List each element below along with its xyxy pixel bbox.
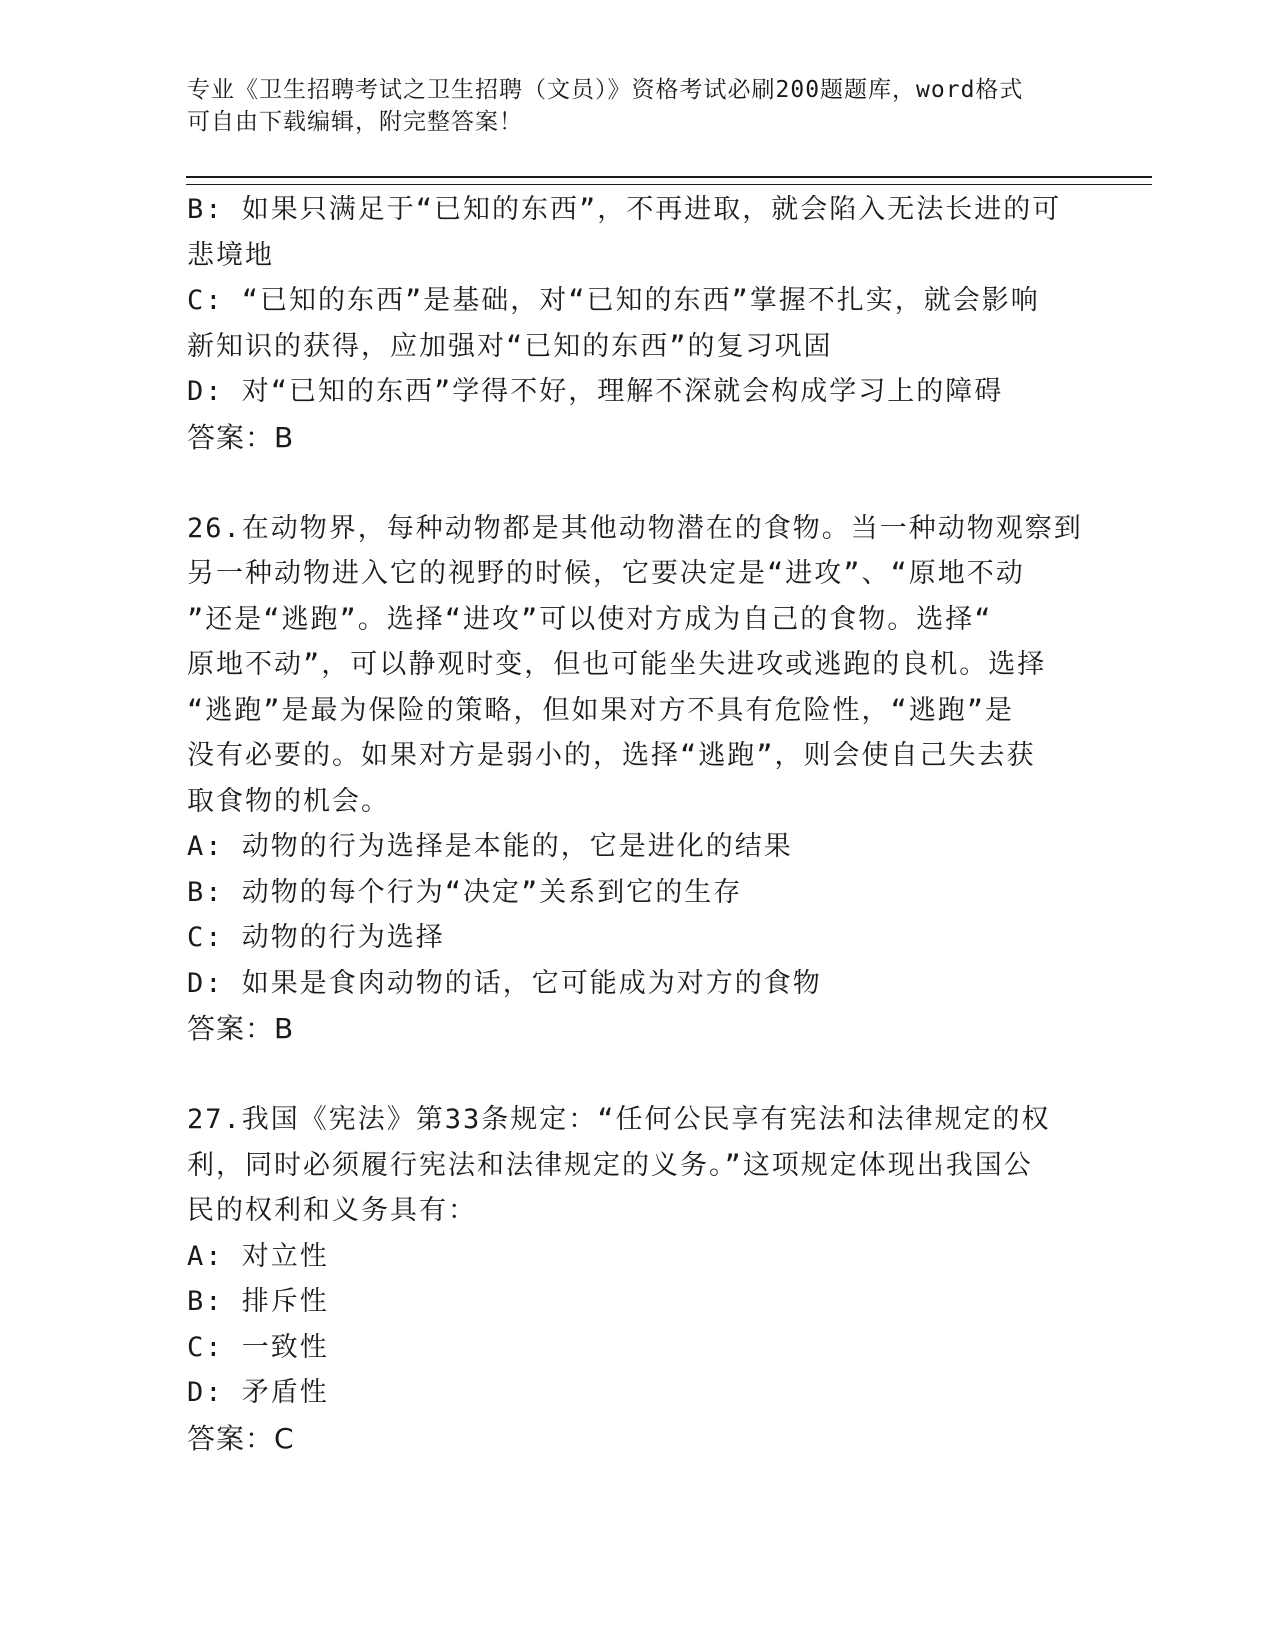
question-spacer bbox=[187, 460, 1087, 506]
q26-stem-line: 另一种动物进入它的视野的时候，它要决定是“进攻”、“原地不动 bbox=[187, 558, 1025, 589]
q27-stem-line: 27.我国《宪法》第33条规定：“任何公民享有宪法和法律规定的权 bbox=[187, 1104, 1051, 1135]
q26-option-d: D: 如果是食肉动物的话，它可能成为对方的食物 bbox=[187, 967, 822, 999]
q26-option-b: B: 动物的每个行为“决定”关系到它的生存 bbox=[187, 876, 743, 908]
q26-stem-line: ”还是“逃跑”。选择“进攻”可以使对方成为自己的食物。选择“ bbox=[187, 603, 993, 635]
q25-option-b-line-2: 悲境地 bbox=[187, 239, 274, 271]
q27-option-a: A: 对立性 bbox=[187, 1240, 329, 1272]
q26-stem-line: 原地不动”，可以静观时变，但也可能坐失进攻或逃跑的良机。选择 bbox=[187, 649, 1047, 680]
header-double-rule bbox=[186, 176, 1152, 185]
q27-option-b: B: 排斥性 bbox=[187, 1286, 329, 1317]
q26-answer: 答案：B bbox=[187, 1012, 295, 1045]
q25-option-c-line-2: 新知识的获得，应加强对“已知的东西”的复习巩固 bbox=[187, 330, 833, 362]
question-25 bbox=[187, 187, 1087, 460]
q25-option-d: D: 对“已知的东西”学得不好，理解不深就会构成学习上的障碍 bbox=[187, 376, 1004, 407]
q27-option-d: D: 矛盾性 bbox=[187, 1377, 329, 1408]
question-27 bbox=[187, 1097, 1087, 1461]
q25-option-c-line-1: C: “已知的东西”是基础，对“已知的东西”掌握不扎实，就会影响 bbox=[187, 285, 1040, 316]
q25-option-b-line-1: B: 如果只满足于“已知的东西”，不再进取，就会陷入无法长进的可 bbox=[187, 194, 1062, 225]
q26-option-c: C: 动物的行为选择 bbox=[187, 922, 445, 953]
q26-stem-line: 26.在动物界，每种动物都是其他动物潜在的食物。当一种动物观察到 bbox=[187, 512, 1083, 544]
q26-stem-line: 取食物的机会。 bbox=[187, 785, 390, 817]
page-header bbox=[187, 74, 1067, 138]
q25-answer: 答案：B bbox=[187, 420, 295, 454]
q26-option-a: A: 动物的行为选择是本能的，它是进化的结果 bbox=[187, 831, 793, 862]
q26-stem-line: “逃跑”是最为保险的策略，但如果对方不具有危险性，“逃跑”是 bbox=[187, 694, 1015, 726]
q27-stem-line: 利，同时必须履行宪法和法律规定的义务。”这项规定体现出我国公 bbox=[187, 1149, 1033, 1181]
q27-answer: 答案：C bbox=[187, 1421, 295, 1455]
question-content bbox=[187, 187, 1087, 1461]
question-spacer bbox=[187, 1052, 1087, 1098]
q27-stem-line: 民的权利和义务具有： bbox=[187, 1195, 477, 1226]
question-26 bbox=[187, 506, 1087, 1052]
header-title-line-2: 可自由下载编辑，附完整答案！ bbox=[187, 109, 523, 135]
q26-stem-line: 没有必要的。如果对方是弱小的，选择“逃跑”，则会使自己失去获 bbox=[187, 740, 1036, 771]
q27-option-c: C: 一致性 bbox=[187, 1331, 329, 1363]
header-title-line-1: 专业《卫生招聘考试之卫生招聘（文员）》资格考试必刷200题题库，word格式 bbox=[187, 77, 1024, 103]
